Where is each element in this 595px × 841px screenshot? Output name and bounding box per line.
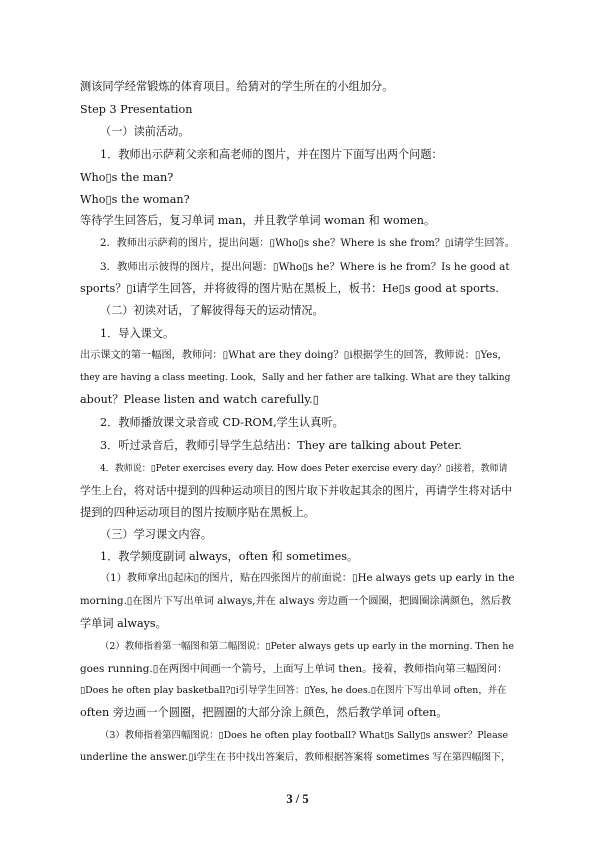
- text-line: about？Please listen and watch carefully.▯: [80, 393, 319, 406]
- text-line: Who▯s the man?: [80, 171, 174, 184]
- text-line: 1．导入课文。: [100, 327, 175, 340]
- text-line: 2．教师出示萨莉的图片，提出问题：▯Who▯s she？Where is she from？▯i请学生回答。: [100, 238, 515, 249]
- text-line: 测该同学经常锻炼的体育项目。给猜对的学生所在的小组加分。: [80, 80, 394, 93]
- text-line: 2．教师播放课文录音或 CD-ROM,学生认真听。: [100, 416, 344, 429]
- step-heading: Step 3 Presentation: [80, 103, 193, 116]
- text-line: goes running.▯在两图中间画一个箭号，上面写上单词 then。接着，教师指向第三幅图问：: [80, 663, 508, 675]
- text-line: 学单词 always。: [80, 617, 167, 630]
- text-line: often 旁边画一个圆圈，把圆圈的大部分涂上颜色，然后教学单词 often。: [80, 706, 448, 719]
- text-line: Who▯s the woman?: [80, 193, 190, 206]
- text-line: 1．教师出示萨莉父亲和高老师的图片，并在图片下面写出两个问题：: [100, 148, 443, 161]
- text-line: ▯Does he often play basketball?▯i引导学生回答：▯Yes, he does.▯在图片下写出单词 often，并在: [80, 685, 507, 696]
- text-line: 学生上台，将对话中提到的四种运动项目的图片取下并收起其余的图片，再请学生将对话中: [80, 484, 512, 497]
- text-line: 3．教师出示彼得的图片，提出问题：▯Who▯s he？Where is he from？Is he good at: [100, 261, 510, 273]
- text-line: 1．教学频度副词 always，often 和 sometimes。: [100, 550, 359, 563]
- text-line: 4．教师说：▯Peter exercises every day. How does Peter exercise every day？▯i接着，教师请: [100, 464, 508, 474]
- text-line: sports？▯i请学生回答，并将彼得的图片贴在黑板上，板书：He▯s good at sports.: [80, 282, 499, 295]
- section-heading: （二）初读对话，了解彼得每天的运动情况。: [100, 304, 324, 317]
- page-number: 3 / 5: [286, 792, 309, 806]
- text-line: （2）教师指着第一幅图和第二幅图说：▯Peter always gets up early in the morning. Then he: [100, 641, 514, 652]
- text-line: morning.▯在图片下写出单词 always,并在 always 旁边画一个圆圈，把圆圈涂满颜色，然后教: [80, 596, 512, 607]
- text-line: 提到的四种运动项目的图片按顺序贴在黑板上。: [80, 506, 315, 519]
- section-heading: （一）读前活动。: [100, 125, 190, 138]
- text-line: （3）教师指着第四幅图说：▯Does he often play football? What▯s Sally▯s answer？Please: [100, 730, 509, 741]
- text-line: they are having a class meeting. Look，Sally and her father are talking. What are they talking: [80, 373, 511, 383]
- section-heading: （三）学习课文内容。: [100, 528, 212, 541]
- text-line: underline the answer.▯i学生在书中找出答案后，教师根据答案将 sometimes 写在第四幅图下，: [80, 752, 511, 763]
- text-line: （1）教师拿出▯起床▯的图片，贴在四张图片的前面说：▯He always gets up early in the: [100, 573, 515, 584]
- text-line: 3．听过录音后，教师引导学生总结出：They are talking about Peter.: [100, 439, 462, 452]
- text-line: 出示课文的第一幅图，教师问：▯What are they doing？▯i根据学生的回答，教师说：▯Yes，: [80, 350, 508, 361]
- text-line: 等待学生回答后，复习单词 man，并且教学单词 woman 和 women。: [80, 214, 436, 227]
